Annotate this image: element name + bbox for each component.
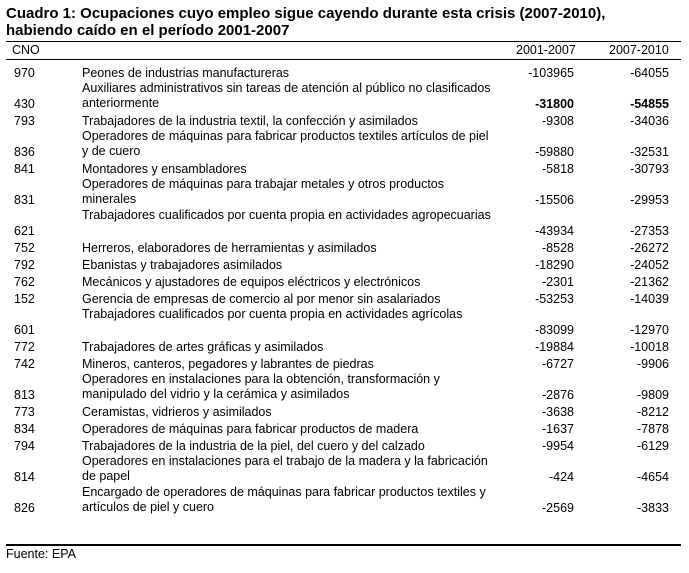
value-2007-2010: -34036 xyxy=(630,114,669,128)
table-row xyxy=(6,239,681,256)
occupation-description: Trabajadores de la industria de la piel, del cuero y del calzado xyxy=(82,439,425,453)
table-row xyxy=(6,372,681,403)
cno-code: 601 xyxy=(14,323,35,337)
occupation-description: Trabajadores de artes gráficas y asimilados xyxy=(82,340,324,354)
table-row xyxy=(6,129,681,160)
value-2001-2007: -43934 xyxy=(535,224,574,238)
occupation-description: Encargado de operadores de máquinas para fabricar productos textiles y artículos de piel y cuero xyxy=(82,485,486,514)
occupation-description: Trabajadores cualificados por cuenta propia en actividades agropecuarias xyxy=(82,208,491,222)
cno-code: 430 xyxy=(14,97,35,111)
value-2007-2010: -3833 xyxy=(637,501,669,515)
table-row xyxy=(6,112,681,129)
cno-code: 792 xyxy=(14,258,35,272)
cno-code: 841 xyxy=(14,162,35,176)
occupation-description: Ebanistas y trabajadores asimilados xyxy=(82,258,283,272)
table-row xyxy=(6,403,681,420)
data-table-body xyxy=(6,64,681,516)
value-2007-2010: -14039 xyxy=(630,292,669,306)
cno-code: 742 xyxy=(14,357,35,371)
value-2001-2007: -1637 xyxy=(542,422,574,436)
value-2001-2007: -18290 xyxy=(535,258,574,272)
table-row xyxy=(6,420,681,437)
table-row xyxy=(6,290,681,307)
cno-code: 772 xyxy=(14,340,35,354)
occupation-description: Operadores en instalaciones para el trabajo de la madera y la fabricación de papel xyxy=(82,454,488,483)
header-bottom-rule xyxy=(6,59,681,60)
value-2007-2010: -6129 xyxy=(637,439,669,453)
value-2001-2007: -53253 xyxy=(535,292,574,306)
value-2007-2010: -24052 xyxy=(630,258,669,272)
cno-code: 831 xyxy=(14,193,35,207)
column-header-cno: CNO xyxy=(12,43,40,57)
value-2001-2007: -59880 xyxy=(535,145,574,159)
value-2007-2010: -54855 xyxy=(630,97,669,111)
occupation-description: Peones de industrias manufactureras xyxy=(82,66,290,80)
value-2007-2010: -30793 xyxy=(630,162,669,176)
table-row xyxy=(6,437,681,454)
column-header-2007-2010: 2007-2010 xyxy=(609,43,669,57)
table-row xyxy=(6,64,681,81)
value-2007-2010: -7878 xyxy=(637,422,669,436)
value-2007-2010: -9906 xyxy=(637,357,669,371)
occupation-description: Auxiliares administrativos sin tareas de atención al público no clasificados anteriormente xyxy=(82,81,491,110)
cno-code: 794 xyxy=(14,439,35,453)
table-row xyxy=(6,338,681,355)
cno-code: 834 xyxy=(14,422,35,436)
value-2001-2007: -3638 xyxy=(542,405,574,419)
occupation-description: Operadores en instalaciones para la obtención, transformación y manipulado del vidrio y la cerámica y asimilados xyxy=(82,372,440,401)
value-2001-2007: -103965 xyxy=(528,66,574,80)
cno-code: 152 xyxy=(14,292,35,306)
cno-code: 752 xyxy=(14,241,35,255)
value-2007-2010: -9809 xyxy=(637,388,669,402)
cno-code: 814 xyxy=(14,470,35,484)
value-2007-2010: -10018 xyxy=(630,340,669,354)
occupation-description: Trabajadores de la industria textil, la confección y asimilados xyxy=(82,114,418,128)
table-row xyxy=(6,177,681,208)
value-2001-2007: -31800 xyxy=(535,97,574,111)
occupation-description: Operadores de máquinas para fabricar productos de madera xyxy=(82,422,419,436)
cno-code: 762 xyxy=(14,275,35,289)
cno-code: 621 xyxy=(14,224,35,238)
value-2007-2010: -64055 xyxy=(630,66,669,80)
table-title: Cuadro 1: Ocupaciones cuyo empleo sigue cayendo durante esta crisis (2007-2010), habiendo caído en el período 2001-2007 xyxy=(6,5,606,39)
cno-code: 970 xyxy=(14,66,35,80)
table-row xyxy=(6,273,681,290)
table-row xyxy=(6,160,681,177)
value-2001-2007: -15506 xyxy=(535,193,574,207)
cno-code: 773 xyxy=(14,405,35,419)
value-2001-2007: -19884 xyxy=(535,340,574,354)
value-2001-2007: -2301 xyxy=(542,275,574,289)
table-row xyxy=(6,355,681,372)
cno-code: 826 xyxy=(14,501,35,515)
occupation-description: Gerencia de empresas de comercio al por menor sin asalariados xyxy=(82,292,441,306)
value-2007-2010: -32531 xyxy=(630,145,669,159)
table-row xyxy=(6,454,681,485)
value-2001-2007: -2569 xyxy=(542,501,574,515)
occupation-description: Herreros, elaboradores de herramientas y asimilados xyxy=(82,241,377,255)
table-bottom-rule xyxy=(6,544,681,546)
value-2001-2007: -424 xyxy=(548,470,574,484)
value-2007-2010: -12970 xyxy=(630,323,669,337)
header-top-rule xyxy=(6,41,681,42)
value-2001-2007: -6727 xyxy=(542,357,574,371)
table-row xyxy=(6,307,681,338)
occupation-description: Mecánicos y ajustadores de equipos eléctricos y electrónicos xyxy=(82,275,421,289)
table-row xyxy=(6,81,681,112)
cno-code: 793 xyxy=(14,114,35,128)
value-2001-2007: -83099 xyxy=(535,323,574,337)
value-2007-2010: -8212 xyxy=(637,405,669,419)
occupation-description: Ceramistas, vidrieros y asimilados xyxy=(82,405,272,419)
value-2001-2007: -9954 xyxy=(542,439,574,453)
value-2007-2010: -4654 xyxy=(637,470,669,484)
value-2001-2007: -9308 xyxy=(542,114,574,128)
value-2001-2007: -5818 xyxy=(542,162,574,176)
table-row xyxy=(6,208,681,239)
value-2007-2010: -29953 xyxy=(630,193,669,207)
value-2001-2007: -2876 xyxy=(542,388,574,402)
occupation-description: Montadores y ensambladores xyxy=(82,162,247,176)
cno-code: 813 xyxy=(14,388,35,402)
value-2007-2010: -27353 xyxy=(630,224,669,238)
occupation-description: Operadores de máquinas para fabricar productos textiles artículos de piel y de cuero xyxy=(82,129,489,158)
occupation-description: Operadores de máquinas para trabajar metales y otros productos minerales xyxy=(82,177,444,206)
value-2007-2010: -21362 xyxy=(630,275,669,289)
table-row xyxy=(6,485,681,516)
value-2007-2010: -26272 xyxy=(630,241,669,255)
column-header-2001-2007: 2001-2007 xyxy=(516,43,576,57)
value-2001-2007: -8528 xyxy=(542,241,574,255)
table-row xyxy=(6,256,681,273)
occupation-description: Trabajadores cualificados por cuenta propia en actividades agrícolas xyxy=(82,307,463,321)
source-note: Fuente: EPA xyxy=(6,547,76,561)
cno-code: 836 xyxy=(14,145,35,159)
occupation-description: Mineros, canteros, pegadores y labrantes de piedras xyxy=(82,357,374,371)
